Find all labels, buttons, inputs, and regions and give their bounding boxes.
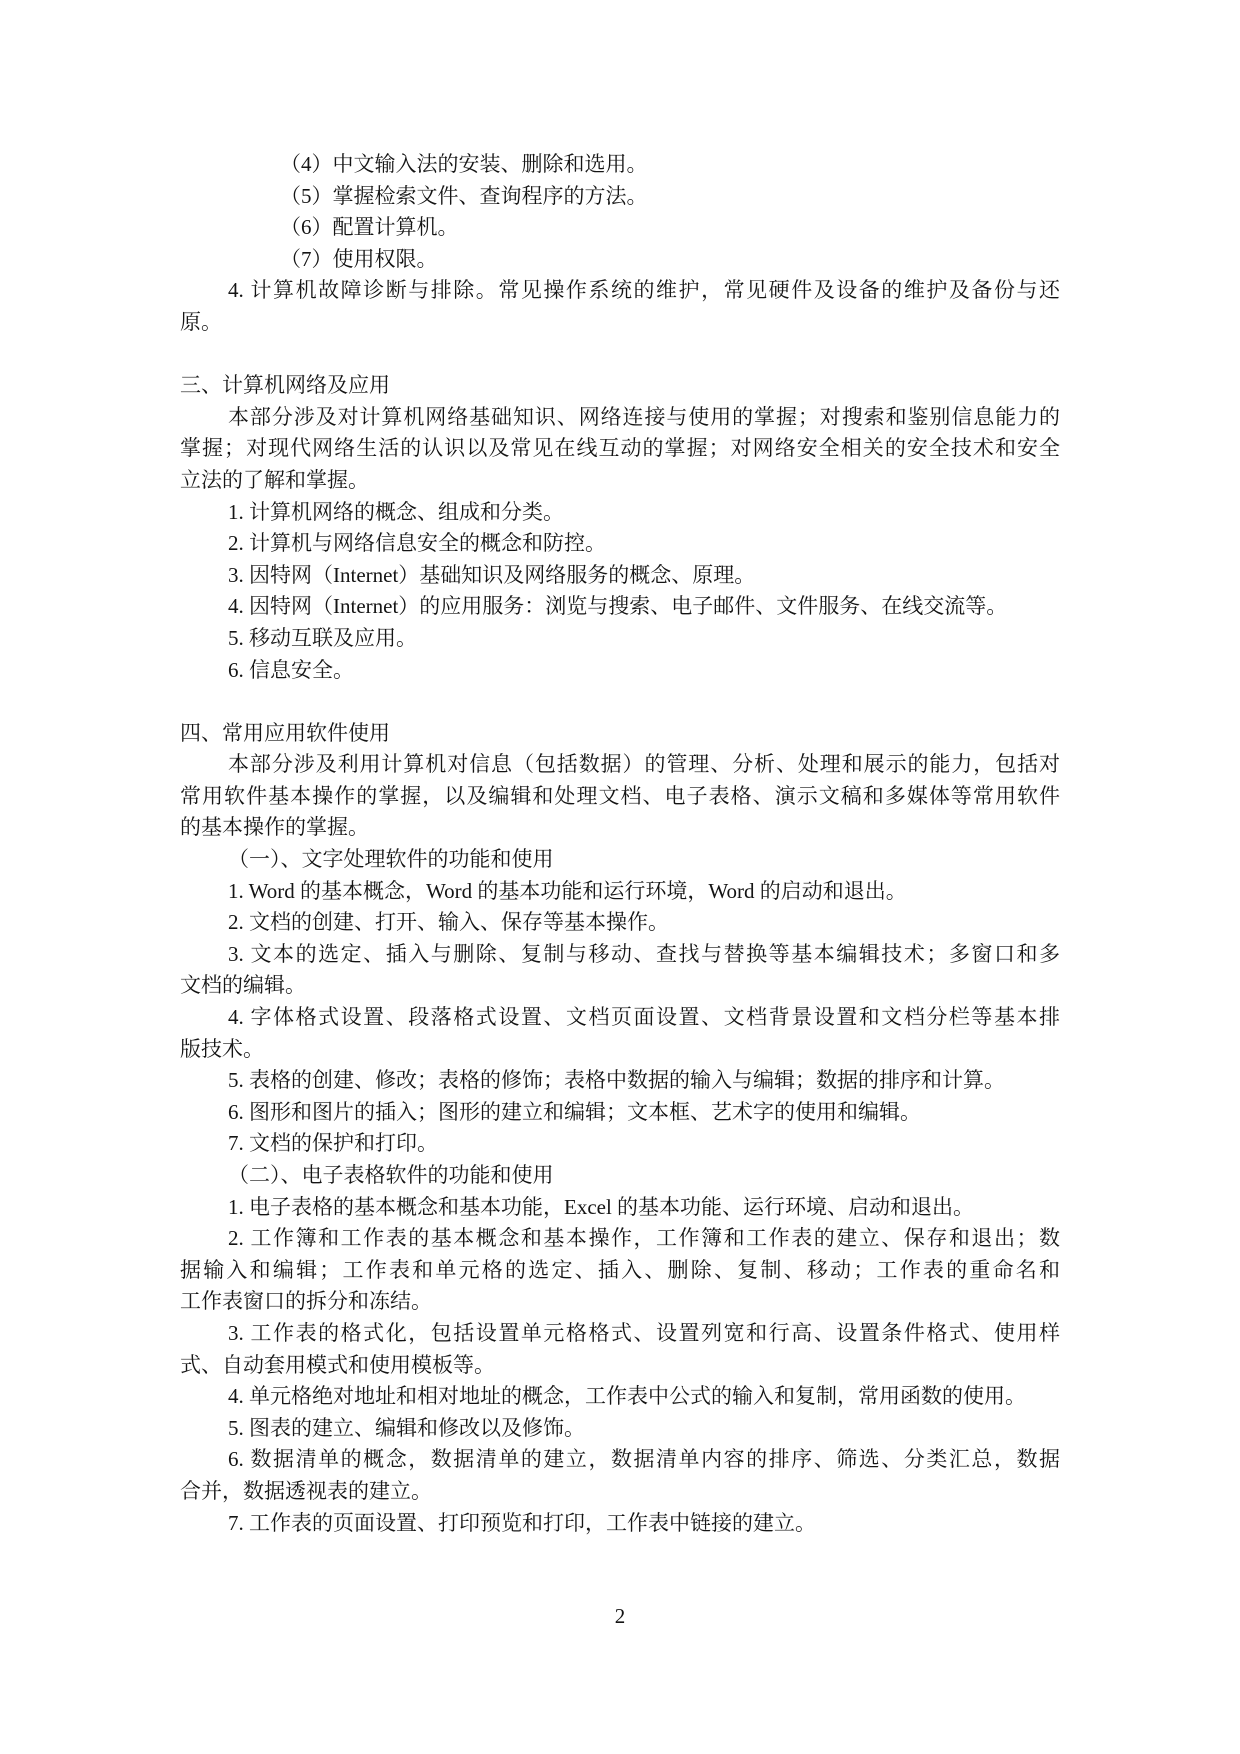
text-line: 本部分涉及利用计算机对信息（包括数据）的管理、分析、处理和展示的能力，包括对: [228, 752, 1060, 777]
text-line: 1. 电子表格的基本概念和基本功能，Excel 的基本功能、运行环境、启动和退出。: [228, 1194, 975, 1219]
text-line: （一）、文字处理软件的功能和使用: [228, 847, 554, 872]
text-line: 6. 信息安全。: [228, 657, 354, 682]
text-line: 7. 工作表的页面设置、打印预览和打印，工作表中链接的建立。: [228, 1510, 816, 1535]
text-line: （7）使用权限。: [280, 246, 438, 271]
text-line: 文档的编辑。: [180, 973, 306, 998]
text-line: （4）中文输入法的安装、删除和选用。: [280, 152, 648, 176]
text-line: 四、常用应用软件使用: [180, 720, 390, 745]
text-line: 4. 因特网（Internet）的应用服务：浏览与搜索、电子邮件、文件服务、在线交流等。: [228, 594, 1008, 619]
text-line: 1. Word 的基本概念，Word 的基本功能和运行环境，Word 的启动和退出。: [228, 878, 907, 903]
text-line: 5. 图表的建立、编辑和修改以及修饰。: [228, 1415, 585, 1440]
text-line: 掌握；对现代网络生活的认识以及常见在线互动的掌握；对网络安全相关的安全技术和安全: [180, 436, 1060, 461]
text-line: 工作表窗口的拆分和冻结。: [180, 1289, 432, 1314]
text-line: 4. 计算机故障诊断与排除。常见操作系统的维护，常见硬件及设备的维护及备份与还: [228, 278, 1060, 303]
text-line: 4. 单元格绝对地址和相对地址的概念，工作表中公式的输入和复制，常用函数的使用。: [228, 1384, 1026, 1409]
text-line: 3. 工作表的格式化，包括设置单元格格式、设置列宽和行高、设置条件格式、使用样: [228, 1320, 1060, 1345]
text-line: 常用软件基本操作的掌握，以及编辑和处理文档、电子表格、演示文稿和多媒体等常用软件: [180, 783, 1060, 808]
text-line: 式、自动套用模式和使用模板等。: [180, 1352, 495, 1377]
text-line: （5）掌握检索文件、查询程序的方法。: [280, 183, 648, 208]
text-line: 6. 图形和图片的插入；图形的建立和编辑；文本框、艺术字的使用和编辑。: [228, 1099, 921, 1124]
text-line: 7. 文档的保护和打印。: [228, 1131, 438, 1156]
text-line: 版技术。: [180, 1036, 264, 1061]
text-line: 立法的了解和掌握。: [180, 467, 369, 492]
document-body: [180, 149, 1060, 1539]
text-line: 2. 计算机与网络信息安全的概念和防控。: [228, 531, 606, 556]
text-line: 3. 文本的选定、插入与删除、复制与移动、查找与替换等基本编辑技术；多窗口和多: [228, 941, 1060, 966]
text-line: 2. 文档的创建、打开、输入、保存等基本操作。: [228, 910, 669, 935]
text-line: 5. 表格的创建、修改；表格的修饰；表格中数据的输入与编辑；数据的排序和计算。: [228, 1068, 1005, 1093]
text-line: 2. 工作簿和工作表的基本概念和基本操作，工作簿和工作表的建立、保存和退出；数: [228, 1226, 1060, 1251]
text-line: 合并，数据透视表的建立。: [180, 1478, 432, 1503]
text-line: 的基本操作的掌握。: [180, 815, 369, 840]
blank-line: [180, 339, 1060, 371]
text-line: 6. 数据清单的概念，数据清单的建立，数据清单内容的排序、筛选、分类汇总，数据: [228, 1447, 1060, 1472]
text-line: 三、计算机网络及应用: [180, 373, 390, 398]
page-number: 2: [614, 1604, 626, 1628]
blank-line: [180, 686, 1060, 718]
text-line: 5. 移动互联及应用。: [228, 625, 417, 650]
text-line: 原。: [180, 309, 222, 334]
text-line: 本部分涉及对计算机网络基础知识、网络连接与使用的掌握；对搜索和鉴别信息能力的: [228, 404, 1060, 429]
page-footer: [0, 1601, 1240, 1633]
text-line: （6）配置计算机。: [280, 215, 459, 240]
text-line: 3. 因特网（Internet）基础知识及网络服务的概念、原理。: [228, 562, 756, 587]
text-line: 4. 字体格式设置、段落格式设置、文档页面设置、文档背景设置和文档分栏等基本排: [228, 1005, 1060, 1030]
text-line: （二）、电子表格软件的功能和使用: [228, 1163, 554, 1187]
text-line: 据输入和编辑；工作表和单元格的选定、插入、删除、复制、移动；工作表的重命名和: [180, 1257, 1060, 1282]
text-line: 1. 计算机网络的概念、组成和分类。: [228, 499, 564, 524]
